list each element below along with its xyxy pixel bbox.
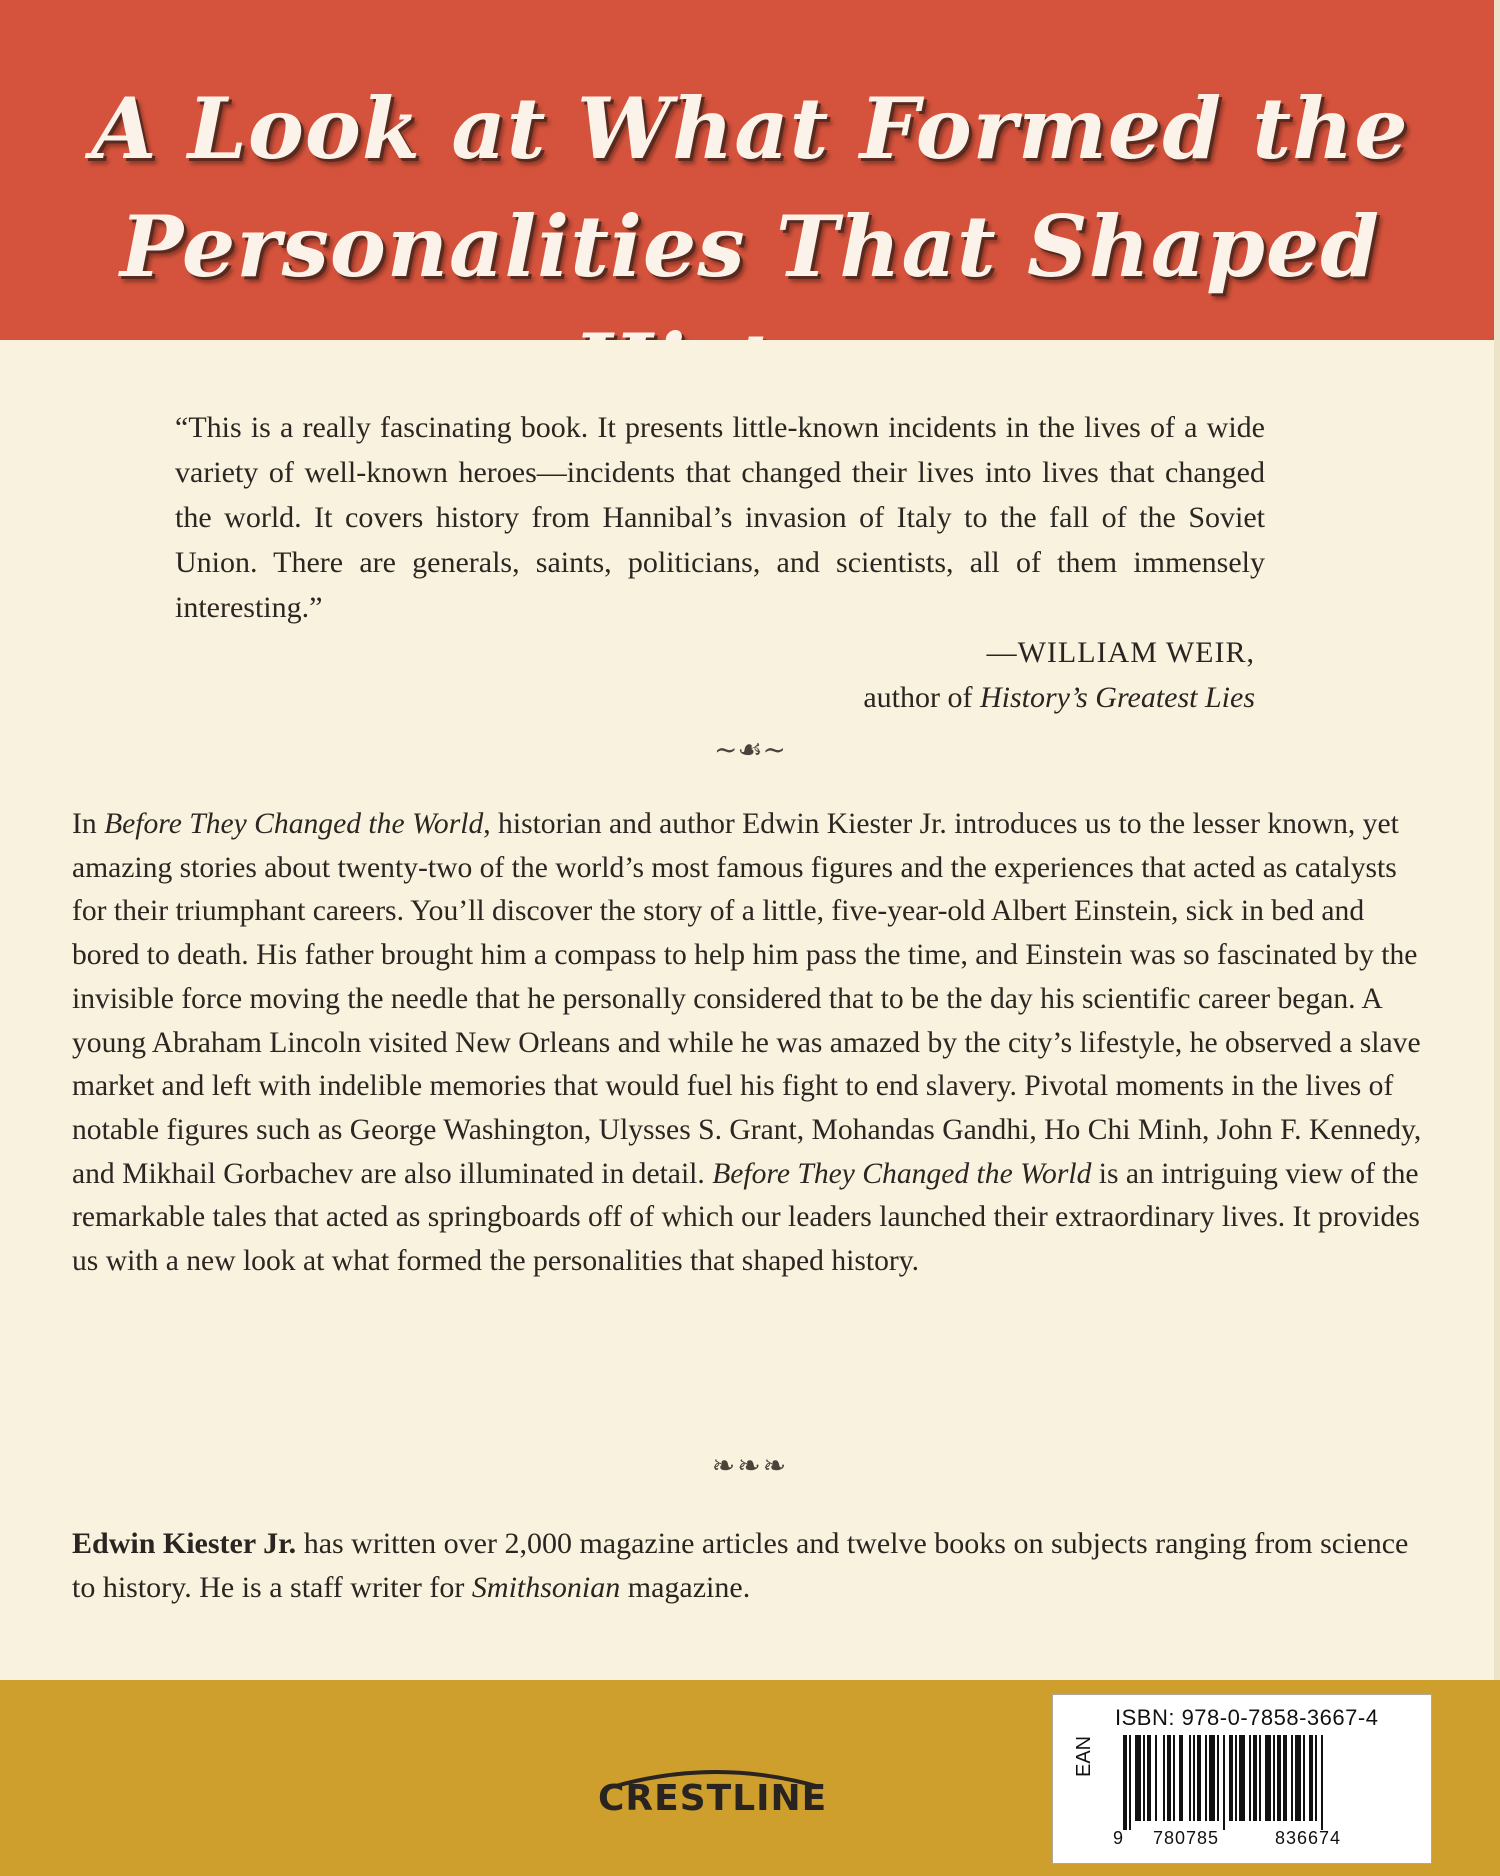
barcode-bar [1315,1735,1317,1821]
barcode-bar [1321,1735,1323,1830]
barcode-bar [1303,1735,1305,1821]
barcode-bar [1259,1735,1261,1821]
barcode-bar [1283,1735,1287,1821]
headline-line-1: A Look at What Formed the [91,79,1409,178]
description-body-2: is an intriguing view of the remarkable tales that acted as springboards off of which our leaders launched their extraordinary lives. It provides us with a new look at what formed the personalities that shaped history. [72,1157,1420,1278]
cover-edge [1494,0,1500,1876]
author-bio [72,1522,1432,1610]
barcode-bars-icon [1113,1735,1413,1830]
barcode-bar [1291,1735,1293,1821]
bio-magazine: Smithsonian [471,1571,621,1604]
barcode-digits-left: 780785 [1153,1828,1220,1848]
barcode-bar [1217,1735,1219,1821]
barcode-bar [1167,1735,1171,1821]
barcode-bar [1163,1735,1165,1821]
barcode-bar [1235,1735,1237,1821]
barcode-bar [1273,1735,1275,1821]
description-body-1: , historian and author Edwin Kiester Jr. introduces us to the lesser known, yet amazing stories about twenty-two of the world’s most famous figures and the experiences that acted as catalysts for their triumphant careers. You’ll discover the story of a little, five-year-old Albert Einstein, sick in bed and bored to death. His father brought him a compass to help him pass the time, and Einstein was so fascinated by the invisible force moving the needle that he personally considered that to be the day his scientific career began. A young Abraham Lincoln visited New Orleans and while he was amazed by the city’s lifestyle, he observed a slave market and left with indelible memories that would fuel his fight to end slavery. Pivotal moments in the lives of notable figures such as George Washington, Ulysses S. Grant, Mohandas Gandhi, Ho Chi Minh, John F. Kennedy, and Mikhail Gorbachev are also illuminated in detail. [72,808,1422,1190]
barcode-bar [1173,1735,1175,1821]
barcode-label [1052,1694,1432,1864]
barcode-bar [1179,1735,1183,1821]
attribution-prefix: author of [863,681,980,714]
description-book-title: Before They Changed the World [104,808,484,840]
barcode-bar [1277,1735,1281,1821]
isbn-text: ISBN: 978-0-7858-3667-4 [1115,1705,1379,1730]
headline-line-2: Personalities That Shaped [119,197,1381,296]
barcode-bar [1249,1735,1251,1821]
ean-label: EAN [1073,1735,1095,1777]
barcode-bar [1143,1735,1145,1821]
barcode-bar [1295,1735,1301,1821]
ornament-divider-top: ~☙~ [713,733,787,766]
book-description [72,803,1432,1284]
description-intro: In [72,808,105,840]
barcode-bar [1309,1735,1313,1821]
bio-text-2: magazine. [620,1571,751,1604]
publisher-logo [598,1770,828,1830]
ornament-divider-bottom: ❧❧❧ [711,1449,789,1482]
barcode-bar [1155,1735,1157,1821]
barcode-bar [1129,1735,1131,1830]
bio-text-1: has written over 2,000 magazine articles and twelve books on subjects ranging from science to history. He is a staff writer for [72,1527,1409,1604]
barcode-bar [1223,1735,1225,1830]
barcode-bar [1253,1735,1257,1821]
quote-text: “This is a really fascinating book. It presents little-known incidents in the lives of a wide variety of well-known heroes—incidents that changed their lives into lives that changed the world. It covers history from Hannibal’s invasion of Italy to the fall of the Soviet Union. There are generals, saints, politicians, and scientists, all of them immensely interesting.” [175,411,1265,624]
author-name: Edwin Kiester Jr. [72,1527,297,1560]
barcode-bar [1265,1735,1271,1821]
barcode-bar [1193,1735,1195,1821]
attribution-name: —WILLIAM WEIR, [986,636,1255,669]
barcode-bar [1189,1735,1191,1821]
barcode-bar [1205,1735,1207,1821]
attribution-credit [863,675,1255,720]
barcode-bar [1197,1735,1201,1821]
barcode-bar [1123,1735,1127,1830]
barcode-bar [1135,1735,1141,1821]
barcode-bar [1147,1735,1151,1821]
barcode-bar [1229,1735,1233,1821]
barcode-digit-first: 9 [1113,1828,1125,1848]
attribution-book-title: History’s Greatest Lies [979,681,1255,714]
blurb-quote [175,405,1265,630]
publisher-name: CRESTLINE [598,1778,828,1819]
barcode-bar [1239,1735,1245,1821]
barcode-digits-right: 836674 [1275,1828,1342,1848]
description-book-title-2: Before They Changed the World [712,1157,1092,1190]
barcode-bar [1209,1735,1215,1821]
quote-attribution [863,630,1255,720]
